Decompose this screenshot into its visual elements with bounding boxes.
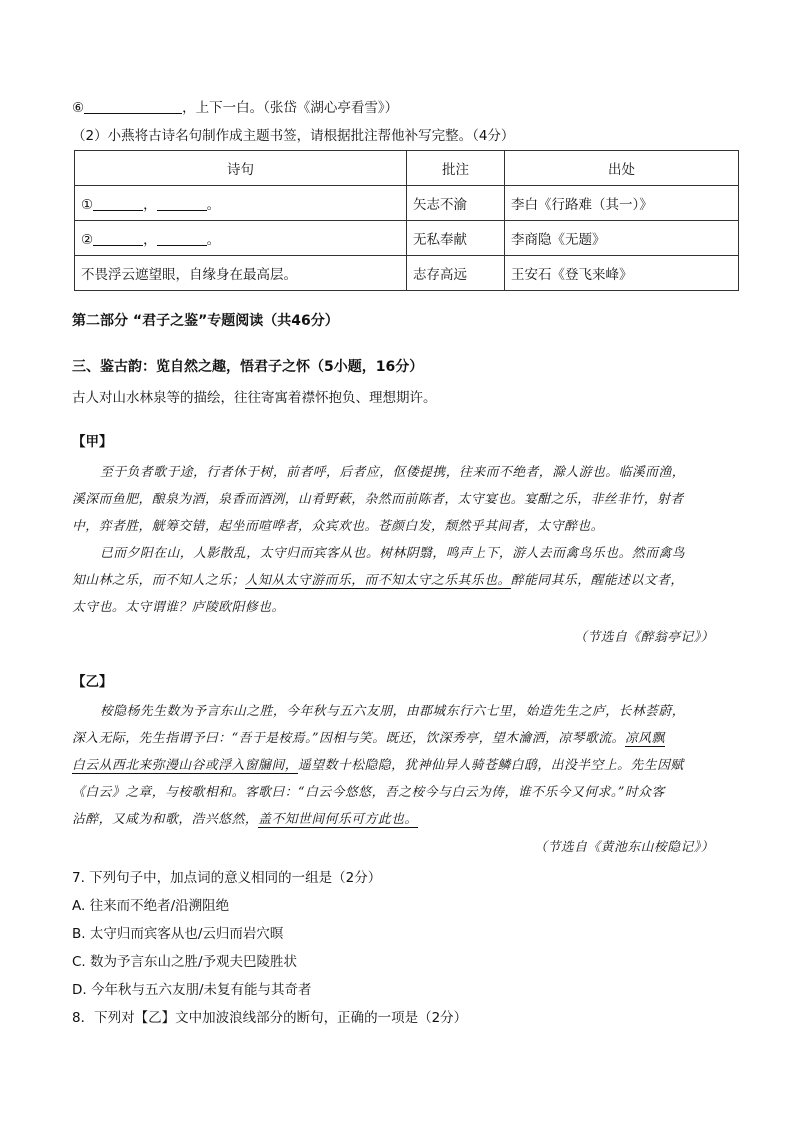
option-d[interactable]: D. 今年秋与五六友朋/未复有能与其奇者 xyxy=(72,982,312,998)
answer-blank[interactable] xyxy=(93,196,143,211)
jia-line: 已而夕阳在山，人影散乱，太守归而宾客从也。树林阴翳，鸣声上下，游人去而禽鸟乐也。然而禽鸟 xyxy=(100,546,686,561)
yi-line: 桉隐杨先生数为予言东山之胜，今年秋与五六友朋，由郡城东行六七里，始造先生之庐，长林荟蔚， xyxy=(100,704,686,719)
jia-text: 醉能同其乐，醒能述以文者， xyxy=(510,573,684,588)
jia-underlined-sentence: 人知从太守游而乐，而不知太守之乐其乐也。 xyxy=(244,573,511,588)
source-cell: 王安石《登飞来峰》 xyxy=(505,256,739,291)
yi-label: 【乙】 xyxy=(72,674,113,690)
yi-wavy-text: 白云从西北来弥漫山谷或浮入窗牖间， xyxy=(72,758,299,773)
option-b[interactable]: B. 太守归而宾客从也/云归而岩穴暝 xyxy=(72,926,284,942)
yi-text: 深入无际，先生指谓予曰：“吾于是桉焉。”因相与笑。既还，饮深秀亭，望木瀹洒，凉琴歌流。 xyxy=(72,731,625,746)
punct: 。 xyxy=(206,197,221,213)
yi-line xyxy=(72,752,718,779)
item-number: ① xyxy=(81,197,94,213)
poem-cell xyxy=(75,221,407,256)
note-cell: 无私奉献 xyxy=(407,221,505,256)
header-note: 批注 xyxy=(407,151,505,186)
part2-heading: 第二部分 “君子之鉴”专题阅读（共46分） xyxy=(72,313,339,329)
yi-line xyxy=(72,725,718,752)
item6-suffix: ，上下一白。（张岱《湖心亭看雪》） xyxy=(182,100,399,116)
answer-blank[interactable] xyxy=(157,231,207,246)
poem-cell: 不畏浮云遮望眼，自缘身在最高层。 xyxy=(75,256,407,291)
item-number: ② xyxy=(81,232,94,248)
jia-passage xyxy=(72,459,718,621)
punct: 。 xyxy=(206,232,221,248)
question-8: 8．下列对【乙】文中加波浪线部分的断句，正确的一项是（2分） xyxy=(72,1010,468,1026)
header-poem: 诗句 xyxy=(75,151,407,186)
poem-table xyxy=(74,150,739,291)
item6-line xyxy=(72,96,738,116)
jia-line: 中，弈者胜，觥筹交错，起坐而喧哗者，众宾欢也。苍颜白发，颓然乎其间者，太守醉也。 xyxy=(72,519,604,534)
yi-source: （节选自《黄池东山桉隐记》） xyxy=(534,840,714,855)
jia-source: （节选自《醉翁亭记》） xyxy=(574,630,714,645)
table-row xyxy=(75,256,739,291)
yi-text: 遥望数十松隐隐，犹神仙异人骑苍鳞白鸱，出没半空上。先生因赋 xyxy=(298,758,684,773)
answer-blank[interactable] xyxy=(93,231,143,246)
option-a[interactable]: A. 往来而不绝者/沿溯阻绝 xyxy=(72,898,230,914)
yi-underlined-sentence: 盖不知世间何乐可方此也。 xyxy=(258,812,418,827)
yi-wavy-text: 凉风飘 xyxy=(624,731,665,746)
answer-blank[interactable] xyxy=(84,99,182,114)
punct: ， xyxy=(143,232,157,248)
section3-intro: 古人对山水林泉等的描绘，往往寄寓着襟怀抱负、理想期许。 xyxy=(72,390,437,406)
poem-cell xyxy=(75,186,407,221)
jia-line xyxy=(72,567,718,594)
punct: ， xyxy=(143,197,157,213)
section3-title: 三、鉴古韵：览自然之趣，悟君子之怀（5小题，16分） xyxy=(72,359,424,375)
source-cell: 李白《行路难（其一）》 xyxy=(505,186,739,221)
question-7: 7. 下列句子中，加点词的意义相同的一组是（2分） xyxy=(72,870,382,886)
item6-prefix: ⑥ xyxy=(72,100,85,116)
note-cell: 矢志不渝 xyxy=(407,186,505,221)
header-source: 出处 xyxy=(505,151,739,186)
yi-passage xyxy=(72,698,718,833)
note-cell: 志存高远 xyxy=(407,256,505,291)
jia-line: 溪深而鱼肥，酿泉为酒，泉香而酒洌，山肴野蔌，杂然而前陈者，太守宴也。宴酣之乐，非丝非竹，射者 xyxy=(72,492,684,507)
jia-line: 至于负者歌于途，行者休于树，前者呼，后者应，伛偻提携，往来而不绝者，滁人游也。临溪而渔， xyxy=(100,465,686,480)
source-cell: 李商隐《无题》 xyxy=(505,221,739,256)
jia-text: 知山林之乐，而不知人之乐； xyxy=(72,573,245,588)
jia-line: 太守也。太守谓谁？庐陵欧阳修也。 xyxy=(72,600,285,615)
answer-blank[interactable] xyxy=(157,196,207,211)
table-header-row xyxy=(75,151,739,186)
yi-text: 沾醉，又咸为和歌，浩兴悠然， xyxy=(72,812,259,827)
table-row xyxy=(75,186,739,221)
question-2: （2）小燕将古诗名句制作成主题书签，请根据批注帮他补写完整。（4分） xyxy=(72,128,515,144)
table-row xyxy=(75,221,739,256)
option-c[interactable]: C. 数为予言东山之胜/予观夫巴陵胜状 xyxy=(72,954,298,970)
jia-label: 【甲】 xyxy=(72,434,113,450)
yi-line: 《白云》之章，与桉歌相和。客歌曰：“白云今悠悠，吾之桉今与白云为俦，谁不乐今又何求。”时众客 xyxy=(72,785,665,800)
yi-line xyxy=(72,806,718,833)
